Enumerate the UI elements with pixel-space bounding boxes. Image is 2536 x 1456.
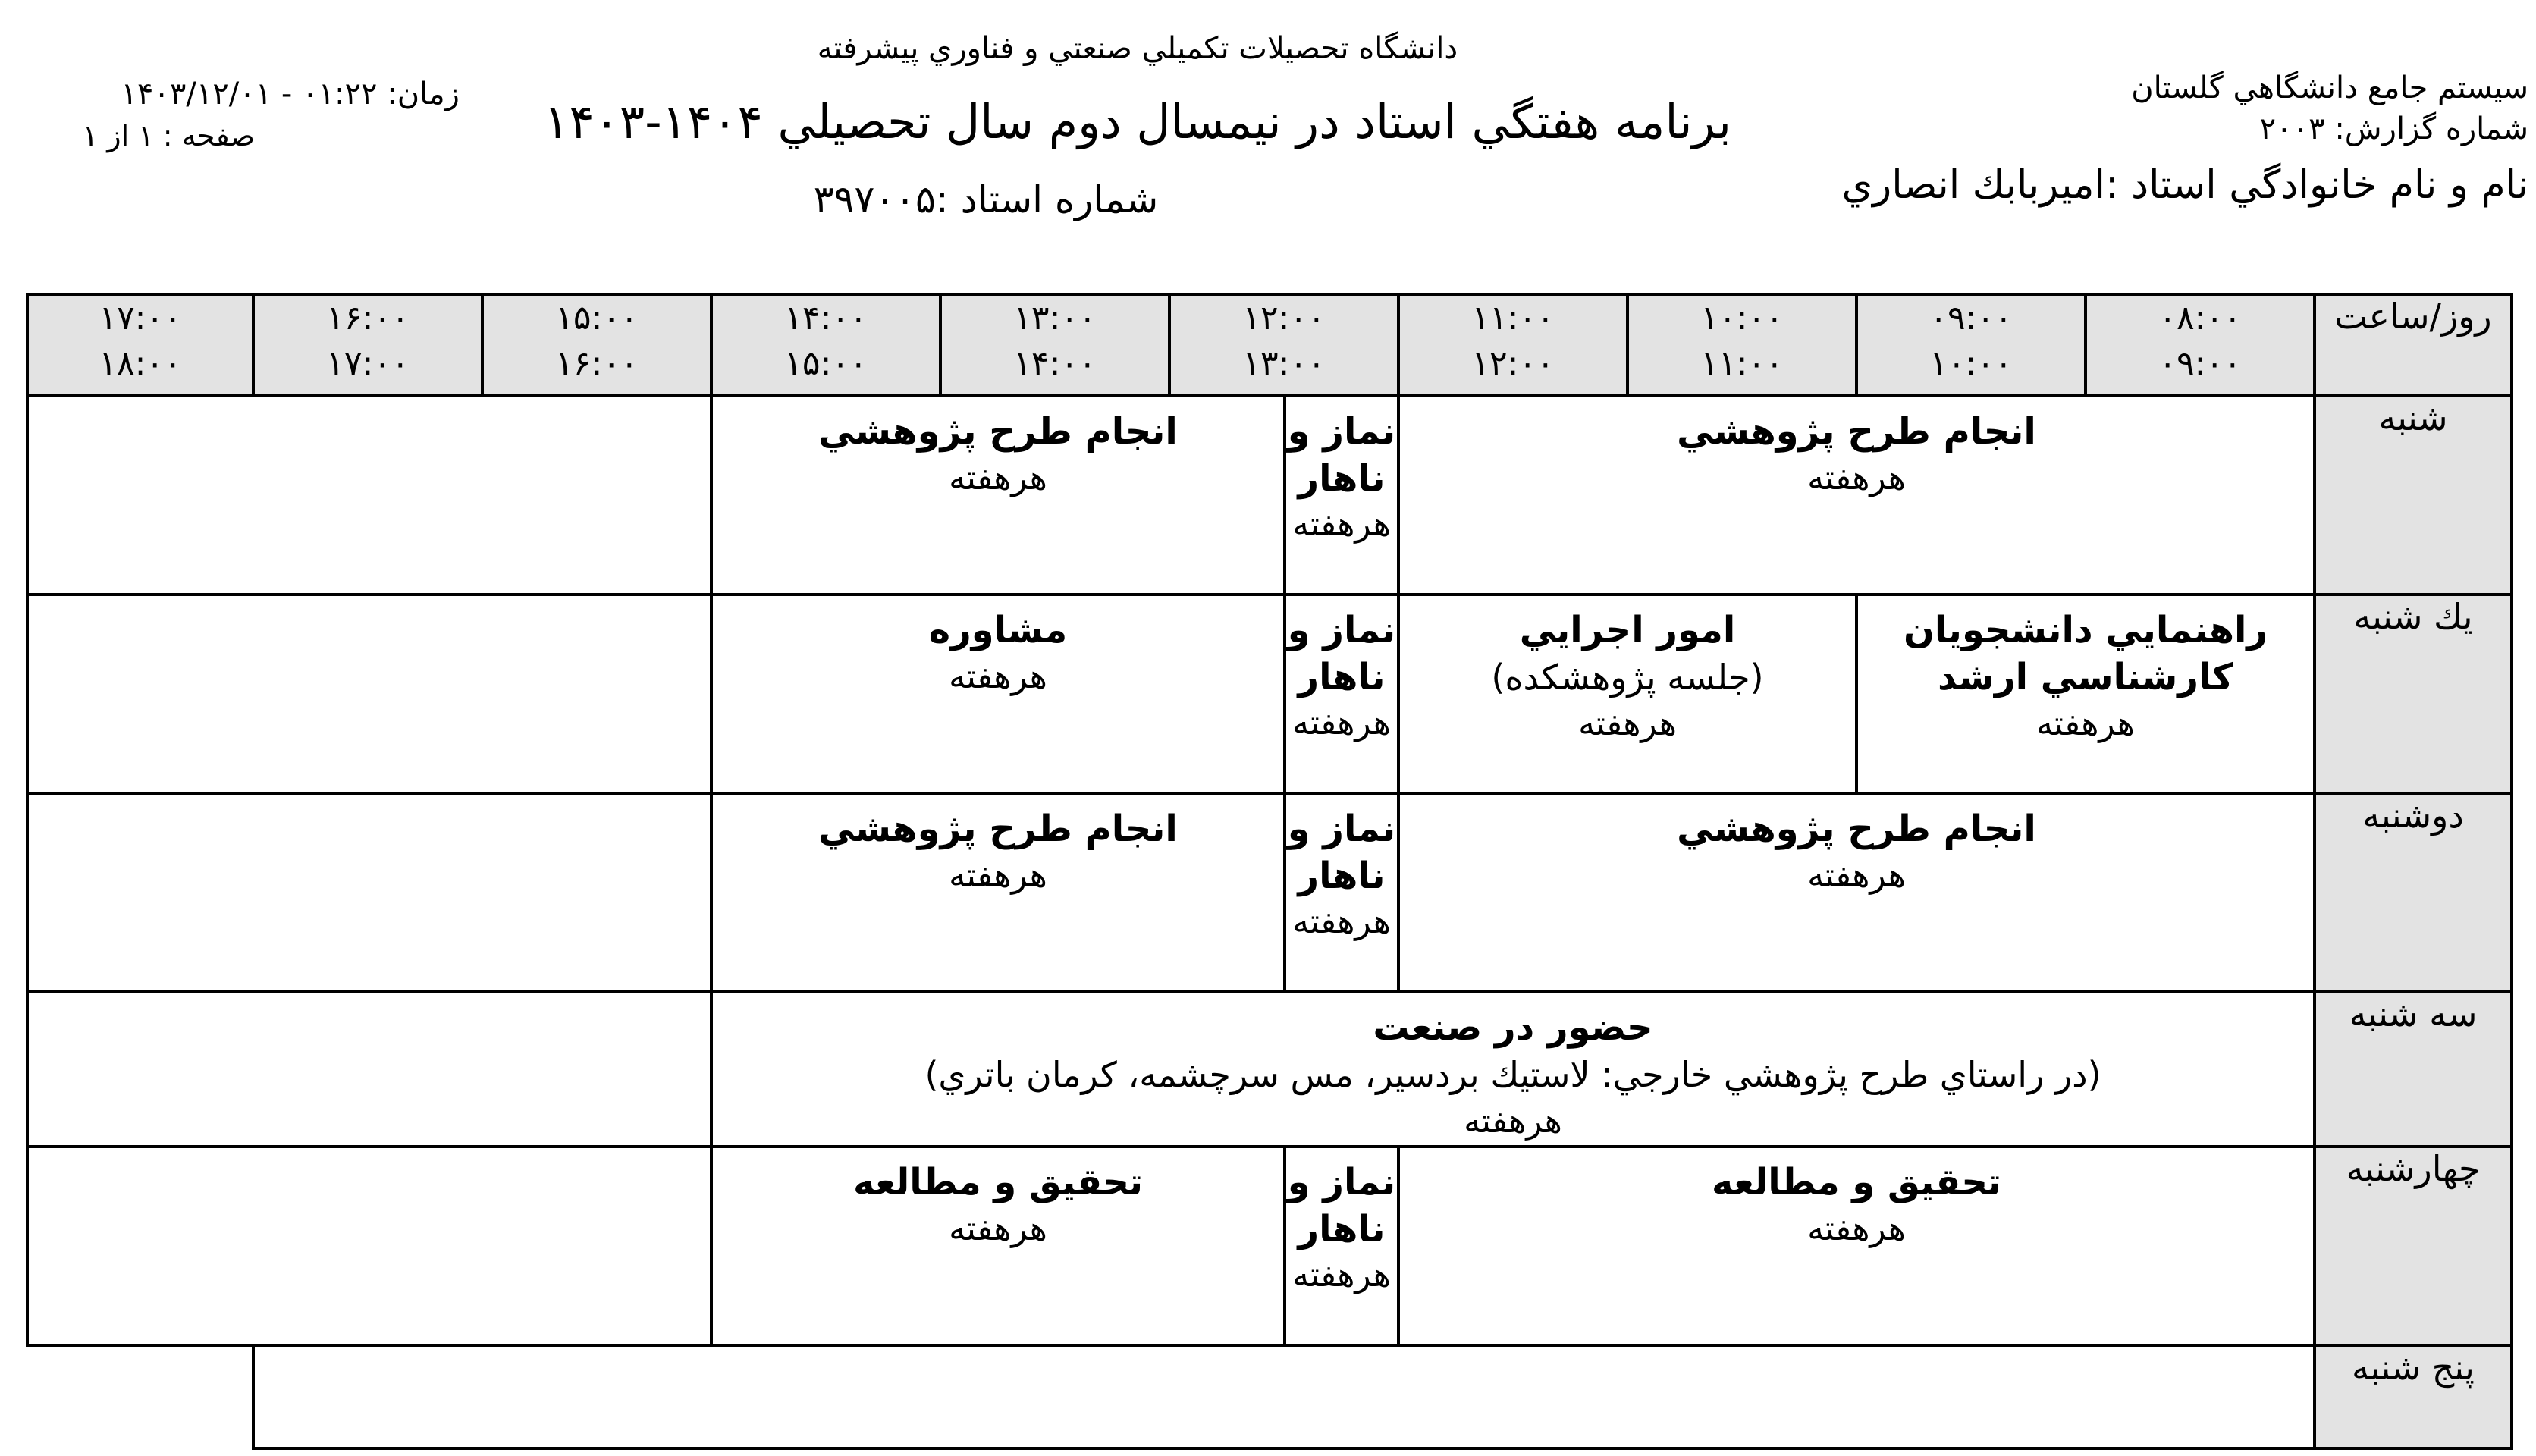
activity-cell: حضور در صنعت (در راستاي طرح پژوهشي خارجي: لاستيك بردسير، مس سرچشمه، كرمان باتري) هرهفته: [711, 992, 2315, 1147]
activity-cell: مشاوره هرهفته: [711, 595, 1285, 793]
time-slot-header: ۱۶:۰۰ ۱۷:۰۰: [253, 294, 482, 396]
time-slot-header: ۱۲:۰۰ ۱۳:۰۰: [1169, 294, 1398, 396]
page-title: برنامه هفتگي استاد در نيمسال دوم سال تحصيلي ۱۴۰۴-۱۴۰۳: [544, 94, 1731, 149]
day-row-monday: [27, 793, 2512, 992]
time-slot-header: ۰۹:۰۰ ۱۰:۰۰: [1856, 294, 2086, 396]
report-number: شماره گزارش: ۲۰۰۳: [2259, 111, 2528, 146]
day-row-thursday: [27, 1345, 2512, 1448]
empty-cell: [27, 992, 711, 1147]
professor-number: شماره استاد :۳۹۷۰۰۵: [813, 177, 1159, 221]
day-label: شنبه: [2315, 396, 2512, 595]
time-slot-header: ۱۱:۰۰ ۱۲:۰۰: [1398, 294, 1627, 396]
empty-cell: [27, 396, 711, 595]
activity-cell: راهنمايي دانشجويان كارشناسي ارشد هرهفته: [1856, 595, 2315, 793]
schedule-table: [26, 293, 2513, 1450]
prayer-lunch-cell: نماز و ناهار هرهفته: [1285, 396, 1398, 595]
day-row-tuesday: [27, 992, 2512, 1147]
empty-cell: [27, 793, 711, 992]
time-slot-header: ۱۵:۰۰ ۱۶:۰۰: [482, 294, 711, 396]
page-number: صفحه : ۱ از ۱: [82, 119, 255, 152]
time-slot-header: ۰۸:۰۰ ۰۹:۰۰: [2086, 294, 2315, 396]
professor-name: نام و نام خانوادگي استاد :اميربابك انصاري: [1841, 162, 2528, 208]
activity-cell: انجام طرح پژوهشي هرهفته: [1398, 793, 2315, 992]
day-row-wednesday: [27, 1147, 2512, 1345]
day-label: چهارشنبه: [2315, 1147, 2512, 1345]
university-name: دانشگاه تحصيلات تكميلي صنعتي و فناوري پيشرفته: [817, 31, 1458, 66]
system-name: سيستم جامع دانشگاهي گلستان: [2131, 71, 2528, 105]
corner-header: روز/ساعت: [2315, 294, 2512, 396]
day-label: سه شنبه: [2315, 992, 2512, 1147]
activity-cell: انجام طرح پژوهشي هرهفته: [711, 396, 1285, 595]
activity-cell: امور اجرايي (جلسه پژوهشكده) هرهفته: [1398, 595, 1856, 793]
activity-cell: تحقيق و مطالعه هرهفته: [711, 1147, 1285, 1345]
prayer-lunch-cell: نماز و ناهار هرهفته: [1285, 595, 1398, 793]
day-label: يك شنبه: [2315, 595, 2512, 793]
time-slot-header: ۱۷:۰۰ ۱۸:۰۰: [27, 294, 253, 396]
time-slot-header: ۱۰:۰۰ ۱۱:۰۰: [1627, 294, 1856, 396]
empty-cell: [253, 1345, 2315, 1448]
empty-cell: [27, 595, 711, 793]
time-slot-header: ۱۴:۰۰ ۱۵:۰۰: [711, 294, 940, 396]
day-row-saturday: [27, 396, 2512, 595]
empty-cell: [27, 1147, 711, 1345]
time-slot-header: ۱۳:۰۰ ۱۴:۰۰: [940, 294, 1169, 396]
prayer-lunch-cell: نماز و ناهار هرهفته: [1285, 793, 1398, 992]
day-label: پنج شنبه: [2315, 1345, 2512, 1448]
day-row-sunday: [27, 595, 2512, 793]
activity-cell: تحقيق و مطالعه هرهفته: [1398, 1147, 2315, 1345]
activity-cell: انجام طرح پژوهشي هرهفته: [1398, 396, 2315, 595]
day-label: دوشنبه: [2315, 793, 2512, 992]
time-header-row: [27, 294, 2512, 396]
report-time: زمان: ۰۱:۲۲ - ۱۴۰۳/۱۲/۰۱: [121, 77, 460, 111]
prayer-lunch-cell: نماز و ناهار هرهفته: [1285, 1147, 1398, 1345]
activity-cell: انجام طرح پژوهشي هرهفته: [711, 793, 1285, 992]
